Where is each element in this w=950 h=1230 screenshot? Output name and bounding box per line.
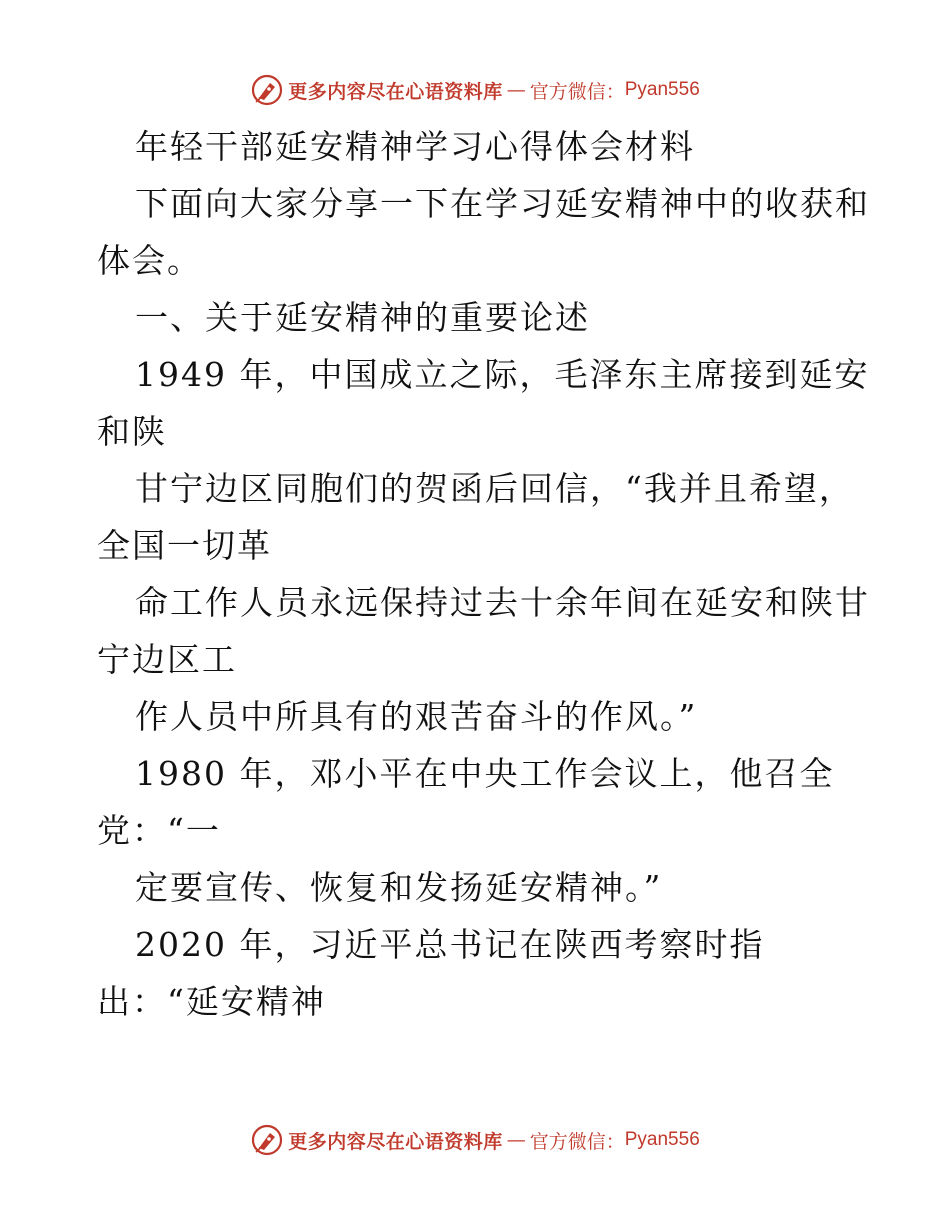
watermark-wechat-id: Pyan556 (624, 1129, 700, 1150)
paragraph-line: 出：“延安精神 (97, 982, 326, 1021)
section-heading: 一、关于延安精神的重要论述 (135, 298, 590, 337)
header-watermark (0, 70, 950, 110)
footer-watermark (0, 1120, 950, 1160)
watermark-site-text: 更多内容尽在心语资料库 (288, 1130, 503, 1153)
pen-nib-logo-icon (250, 1123, 284, 1157)
watermark-site-text: 更多内容尽在心语资料库 (288, 80, 503, 103)
paragraph-line: 党：“一 (97, 811, 221, 850)
paragraph-line: 作人员中所具有的艰苦奋斗的作风。” (135, 697, 698, 736)
paragraph-line: 和陕 (97, 412, 167, 451)
paragraph-line: 2020 年，习近平总书记在陕西考察时指 (135, 925, 765, 964)
document-body (97, 118, 897, 1030)
paragraph-line: 1980 年，邓小平在中央工作会议上，他召全 (135, 754, 835, 793)
pen-nib-logo-icon (250, 73, 284, 107)
watermark-label: 官方微信： (529, 1130, 625, 1153)
paragraph-line: 全国一切革 (97, 526, 272, 565)
paragraph-line: 下面向大家分享一下在学习延安精神中的收获和 (135, 184, 870, 223)
paragraph-line: 体会。 (97, 241, 202, 280)
watermark-separator: — (506, 79, 526, 101)
watermark-label: 官方微信： (529, 80, 625, 103)
paragraph-line: 命工作人员永远保持过去十余年间在延安和陕甘 (135, 583, 870, 622)
paragraph-line: 1949 年，中国成立之际，毛泽东主席接到延安 (135, 355, 870, 394)
watermark-wechat-id: Pyan556 (624, 79, 700, 100)
paragraph-line: 甘宁边区同胞们的贺函后回信，“我并且希望， (135, 469, 854, 508)
document-title: 年轻干部延安精神学习心得体会材料 (135, 127, 695, 166)
paragraph-line: 宁边区工 (97, 640, 237, 679)
watermark-separator: — (506, 1129, 526, 1151)
paragraph-line: 定要宣传、恢复和发扬延安精神。” (135, 868, 663, 907)
